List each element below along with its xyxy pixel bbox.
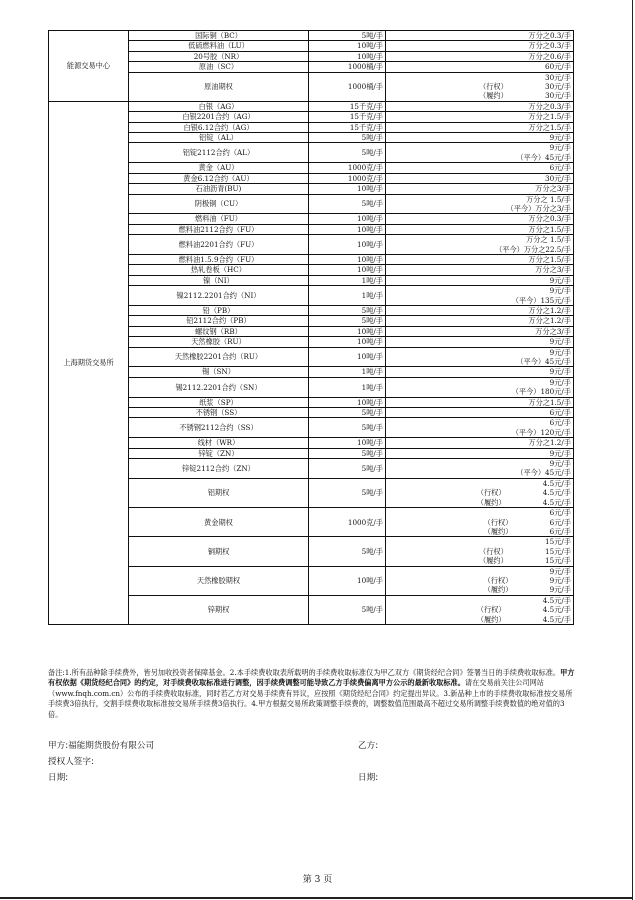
product-name: 铅（PB）: [129, 305, 309, 315]
product-name: 燃料油（FU）: [129, 214, 309, 224]
fee-line: [388, 357, 571, 366]
fee-value: 15元/手: [545, 537, 571, 547]
fee-value: 万分之1.5/手: [528, 224, 571, 234]
fee-cell: [386, 478, 574, 507]
product-name: 锌锭2112合约（ZN）: [129, 459, 309, 479]
fee-spacer: [523, 537, 545, 546]
fee-cell: [386, 326, 574, 336]
fee-value: 万分之1.2/手: [528, 438, 571, 448]
fee-line: [388, 123, 571, 132]
product-name: 原油期权: [129, 72, 309, 101]
fee-spacer: [523, 91, 545, 100]
trading-unit: 5吨/手: [309, 143, 386, 163]
fee-value: 15元/手: [545, 556, 571, 566]
fee-value: 6元/手: [549, 508, 571, 518]
fee-value: 6元/手: [549, 418, 571, 428]
fee-value: 9元/手: [549, 585, 571, 595]
fee-value: （平今）万分之22.5/手: [495, 244, 571, 254]
fee-value: 30元/手: [545, 72, 571, 82]
product-name: 黄金6.12合约（AU）: [129, 173, 309, 183]
fee-tag: （行权）: [479, 82, 508, 92]
fee-spacer: [523, 82, 545, 91]
fee-line: [388, 547, 571, 556]
product-name: 原油（SC）: [129, 62, 309, 72]
fee-value: 9元/手: [549, 566, 571, 576]
fee-value: 万分之1.5/手: [528, 112, 571, 122]
fee-line: [388, 556, 571, 565]
page-border-right: [632, 0, 633, 900]
fee-tag: （行权）: [476, 488, 506, 498]
fee-value: 4.5元/手: [542, 497, 571, 507]
fee-line: [388, 459, 571, 468]
fee-cell: [386, 275, 574, 285]
product-name: 黄金期权: [129, 508, 309, 537]
fee-value: 9元/手: [549, 286, 571, 296]
fee-line: [388, 567, 571, 576]
exchange-name: 能源交易中心: [49, 31, 129, 102]
product-name: 天然橡胶（RU）: [129, 337, 309, 347]
fee-line: [388, 527, 571, 536]
trading-unit: 1000桶/手: [309, 72, 386, 101]
fee-value: 万分之 1.5/手: [526, 194, 571, 204]
fee-value: 6元/手: [549, 408, 571, 418]
fee-tag: （履约）: [483, 526, 513, 536]
fee-value: 9元/手: [549, 575, 571, 585]
trading-unit: 15千克/手: [309, 112, 386, 122]
fee-value: 30元/手: [545, 82, 571, 92]
product-name: 铜期权: [129, 537, 309, 566]
product-name: 阴极铜（CU）: [129, 194, 309, 214]
fee-tag: [479, 537, 523, 546]
fee-cell: [386, 163, 574, 173]
fee-line: [388, 378, 571, 387]
product-name: 燃料油2201合约（FU）: [129, 235, 309, 255]
trading-unit: 10吨/手: [309, 566, 386, 595]
fee-cell: [386, 31, 574, 41]
trading-unit: 1000桶/手: [309, 62, 386, 72]
trading-unit: 1吨/手: [309, 275, 386, 285]
fee-line: [388, 488, 571, 497]
fee-spacer: [528, 518, 550, 527]
fee-tag: （履约）: [479, 556, 508, 566]
fee-cell: [386, 214, 574, 224]
fee-cell: [386, 377, 574, 397]
fee-tag: （行权）: [483, 575, 513, 585]
trading-unit: 5吨/手: [309, 408, 386, 418]
fee-line: [388, 163, 571, 172]
fee-spacer: [528, 567, 550, 576]
fee-cell: [386, 224, 574, 234]
fee-line: [388, 605, 571, 614]
fee-value: （平今）45元/手: [516, 152, 571, 162]
fee-cell: [386, 101, 574, 111]
fee-value: 万分之1.5/手: [528, 122, 571, 132]
fee-line: [388, 245, 571, 254]
fee-cell: [386, 41, 574, 51]
party-a-name: 福能期货股份有限公司: [68, 741, 155, 751]
trading-unit: 10吨/手: [309, 347, 386, 367]
fee-line: [388, 204, 571, 213]
fee-cell: [386, 305, 574, 315]
fee-line: [388, 438, 571, 447]
trading-unit: 1000克/手: [309, 173, 386, 183]
fee-cell: [386, 459, 574, 479]
trading-unit: 10吨/手: [309, 438, 386, 448]
product-name: 天然橡胶2201合约（RU）: [129, 347, 309, 367]
fee-tag: [484, 567, 528, 576]
fee-tag: [479, 73, 523, 82]
fee-value: 万分之0.3/手: [528, 214, 571, 224]
trading-unit: 10吨/手: [309, 41, 386, 51]
fee-cell: [386, 122, 574, 132]
fee-line: [388, 255, 571, 264]
trading-unit: 5吨/手: [309, 31, 386, 41]
fee-line: [388, 174, 571, 183]
fee-value: （平今）120元/手: [511, 427, 571, 437]
trading-unit: 15千克/手: [309, 101, 386, 111]
trading-unit: 10吨/手: [309, 184, 386, 194]
fee-line: [388, 296, 571, 305]
trading-unit: 5吨/手: [309, 316, 386, 326]
fee-cell: [386, 265, 574, 275]
party-a: [48, 739, 154, 751]
fee-value: 30元/手: [545, 91, 571, 101]
fee-line: [388, 498, 571, 507]
fee-line: [388, 52, 571, 61]
fee-tag: [477, 479, 521, 488]
fee-line: [388, 418, 571, 427]
trading-unit: 10吨/手: [309, 337, 386, 347]
fee-line: [388, 518, 571, 527]
fee-value: 万分之0.3/手: [528, 41, 571, 51]
fee-line: [388, 143, 571, 152]
product-name: 线材（WR）: [129, 438, 309, 448]
fee-line: [388, 235, 571, 244]
fee-cell: [386, 173, 574, 183]
fee-line: [388, 225, 571, 234]
fee-line: [388, 576, 571, 585]
fee-spacer: [528, 576, 550, 585]
product-name: 镍2112.2201合约（NI）: [129, 286, 309, 306]
fee-value: 万分之3/手: [535, 184, 571, 194]
fee-line: [388, 102, 571, 111]
fee-cell: [386, 367, 574, 377]
authorized-signature-label: 授权人签字:: [48, 757, 94, 767]
product-name: 白银2201合约（AG）: [129, 112, 309, 122]
fee-value: 9元/手: [549, 143, 571, 153]
fee-value: （平今）180元/手: [511, 387, 571, 397]
product-name: 燃料油2112合约（FU）: [129, 224, 309, 234]
fee-cell: [386, 397, 574, 407]
trading-unit: 5吨/手: [309, 478, 386, 507]
trading-unit: 10吨/手: [309, 235, 386, 255]
trading-unit: 5吨/手: [309, 194, 386, 214]
product-name: 白银（AG）: [129, 101, 309, 111]
fee-value: 9元/手: [549, 337, 571, 347]
trading-unit: 1000克/手: [309, 163, 386, 173]
fee-value: 6元/手: [549, 517, 571, 527]
date-label-party-b: 日期:: [358, 773, 379, 783]
product-name: 铝锭（AL）: [129, 133, 309, 143]
fee-tag: [477, 596, 521, 605]
fee-tag: （履约）: [476, 497, 506, 507]
fee-cell: [386, 537, 574, 566]
product-name: 锌期权: [129, 595, 309, 624]
fee-line: [388, 327, 571, 336]
product-name: 螺纹钢（RB）: [129, 326, 309, 336]
fee-line: [388, 62, 571, 71]
fee-value: 15元/手: [545, 546, 571, 556]
fee-cell: [386, 184, 574, 194]
fee-value: 4.5元/手: [542, 605, 571, 615]
fee-value: 万分之0.3/手: [528, 31, 571, 40]
date-label-party-a: 日期:: [48, 773, 69, 783]
fee-line: [388, 449, 571, 458]
fee-line: [388, 537, 571, 546]
fee-table: [48, 30, 574, 625]
fee-spacer: [528, 527, 550, 536]
fee-line: [388, 265, 571, 274]
notes-text-2: 请在交易前关注公司网站（www.fnqh.com.cn）公布的手续费收取标准，同时若乙方对交易手续费有异议，应按照《期货经纪合同》约定提出异议。3.新品种上市的手续费收取标准按交易所手续费3倍执行，交割手续费收取标准按交易所手续费3倍执行。4.甲方根据交易所政策调整手续费的，调整数值范围最高不超过交易所调整手续费数值的绝对值的3倍。: [48, 678, 573, 719]
fee-value: 万分之 1.5/手: [526, 235, 571, 245]
fee-value: 万分之3/手: [535, 265, 571, 275]
fee-cell: [386, 316, 574, 326]
fee-cell: [386, 133, 574, 143]
fee-line: [388, 398, 571, 407]
trading-unit: 1000克/手: [309, 508, 386, 537]
party-b-label: 乙方:: [358, 741, 379, 751]
fee-cell: [386, 254, 574, 264]
product-name: 镍（NI）: [129, 275, 309, 285]
fee-value: 万分之1.2/手: [528, 316, 571, 326]
product-name: 锡（SN）: [129, 367, 309, 377]
trading-unit: 10吨/手: [309, 214, 386, 224]
trading-unit: 10吨/手: [309, 326, 386, 336]
product-name: 铅2112合约（PB）: [129, 316, 309, 326]
trading-unit: 5吨/手: [309, 537, 386, 566]
party-a-label: 甲方:: [48, 741, 69, 751]
trading-unit: 5吨/手: [309, 418, 386, 438]
product-name: 国际铜（BC）: [129, 31, 309, 41]
fee-spacer: [521, 488, 543, 497]
fee-cell: [386, 143, 574, 163]
fee-value: 9元/手: [549, 448, 571, 458]
notes: [48, 668, 576, 720]
fee-tag: （履约）: [479, 91, 508, 101]
product-name: 铝期权: [129, 478, 309, 507]
fee-value: 万分之0.3/手: [528, 101, 571, 111]
fee-value: 9元/手: [549, 133, 571, 143]
fee-line: [388, 31, 571, 40]
fee-line: [388, 153, 571, 162]
fee-line: [388, 73, 571, 82]
fee-tag: [484, 508, 528, 517]
product-name: 锌锭（ZN）: [129, 448, 309, 458]
trading-unit: 5吨/手: [309, 595, 386, 624]
fee-line: [388, 367, 571, 376]
fee-value: 4.5元/手: [542, 488, 571, 498]
fee-spacer: [521, 498, 543, 507]
fee-row: [49, 101, 574, 111]
fee-spacer: [528, 508, 550, 517]
product-name: 铝锭2112合约（AL）: [129, 143, 309, 163]
fee-spacer: [523, 547, 545, 556]
fee-value: 9元/手: [549, 377, 571, 387]
product-name: 热轧卷板（HC）: [129, 265, 309, 275]
trading-unit: 1吨/手: [309, 367, 386, 377]
fee-cell: [386, 418, 574, 438]
product-name: 20号胶（NR）: [129, 51, 309, 61]
fee-line: [388, 348, 571, 357]
fee-line: [388, 615, 571, 624]
fee-row: [49, 31, 574, 41]
fee-line: [388, 41, 571, 50]
fee-line: [388, 585, 571, 594]
page-border-bottom: [0, 897, 633, 899]
fee-line: [388, 112, 571, 121]
fee-line: [388, 91, 571, 100]
trading-unit: 10吨/手: [309, 224, 386, 234]
fee-value: （平今）45元/手: [516, 468, 571, 478]
product-name: 低硫燃料油（LU）: [129, 41, 309, 51]
fee-spacer: [523, 73, 545, 82]
trading-unit: 10吨/手: [309, 397, 386, 407]
fee-line: [388, 133, 571, 142]
fee-line: [388, 276, 571, 285]
fee-cell: [386, 72, 574, 101]
fee-line: [388, 408, 571, 417]
fee-value: 6元/手: [549, 163, 571, 173]
fee-line: [388, 214, 571, 223]
fee-cell: [386, 438, 574, 448]
fee-cell: [386, 235, 574, 255]
fee-line: [388, 82, 571, 91]
trading-unit: 15千克/手: [309, 122, 386, 132]
fee-tag: （行权）: [476, 605, 506, 615]
trading-unit: 5吨/手: [309, 459, 386, 479]
fee-table-body: [49, 31, 574, 625]
fee-value: 万分之1.5/手: [528, 254, 571, 264]
fee-cell: [386, 347, 574, 367]
fee-cell: [386, 194, 574, 214]
fee-spacer: [523, 556, 545, 565]
fee-value: 万分之1.5/手: [528, 397, 571, 407]
fee-cell: [386, 408, 574, 418]
fee-line: [388, 387, 571, 396]
fee-line: [388, 428, 571, 437]
trading-unit: 10吨/手: [309, 254, 386, 264]
fee-value: 4.5元/手: [542, 614, 571, 624]
fee-spacer: [521, 479, 543, 488]
fee-value: （平今）135元/手: [511, 295, 571, 305]
fee-value: 9元/手: [549, 275, 571, 285]
product-name: 白银6.12合约（AG）: [129, 122, 309, 132]
fee-tag: （履约）: [483, 585, 513, 595]
fee-line: [388, 286, 571, 295]
fee-tag: （行权）: [479, 546, 508, 556]
fee-value: （平今）万分之3/手: [506, 203, 571, 213]
product-name: 燃料油1.5.9合约（FU）: [129, 254, 309, 264]
notes-bold-text: 甲方有权依据《期货经纪合同》的约定，对手续费收取标准进行调整，因手续费调整可能导致乙方手续费偏离甲方公示的最新收取标准。: [48, 668, 575, 688]
fee-line: [388, 596, 571, 605]
trading-unit: 10吨/手: [309, 51, 386, 61]
product-name: 不锈钢（SS）: [129, 408, 309, 418]
fee-cell: [386, 595, 574, 624]
fee-spacer: [521, 596, 543, 605]
trading-unit: 5吨/手: [309, 133, 386, 143]
fee-value: 9元/手: [549, 347, 571, 357]
fee-cell: [386, 566, 574, 595]
fee-tag: （履约）: [476, 614, 506, 624]
trading-unit: 1吨/手: [309, 286, 386, 306]
fee-line: [388, 184, 571, 193]
fee-value: 万分之1.2/手: [528, 305, 571, 315]
fee-value: 4.5元/手: [542, 478, 571, 488]
fee-cell: [386, 51, 574, 61]
fee-value: 9元/手: [549, 459, 571, 469]
fee-line: [388, 195, 571, 204]
trading-unit: 5吨/手: [309, 448, 386, 458]
fee-line: [388, 316, 571, 325]
fee-cell: [386, 448, 574, 458]
product-name: 纸浆（SP）: [129, 397, 309, 407]
product-name: 石油沥青(BU): [129, 184, 309, 194]
fee-value: 30元/手: [545, 173, 571, 183]
fee-value: 60元/手: [545, 62, 571, 72]
page-number: 第 3 页: [302, 875, 333, 885]
fee-value: 万分之0.6/手: [528, 51, 571, 61]
product-name: 天然橡胶期权: [129, 566, 309, 595]
exchange-name: 上海期货交易所: [49, 101, 129, 624]
fee-cell: [386, 112, 574, 122]
trading-unit: 10吨/手: [309, 265, 386, 275]
trading-unit: 5吨/手: [309, 305, 386, 315]
fee-value: 9元/手: [549, 367, 571, 377]
fee-spacer: [521, 615, 543, 624]
fee-value: 4.5元/手: [542, 595, 571, 605]
fee-line: [388, 479, 571, 488]
fee-spacer: [521, 605, 543, 614]
fee-tag: （行权）: [483, 517, 513, 527]
fee-cell: [386, 286, 574, 306]
fee-line: [388, 337, 571, 346]
notes-text-1: 备注:1.所有品种除手续费外，皆另加收投资者保障基金。2.本手续费收取表所载明的手续费收取标准仅为甲乙双方《期货经纪合同》签署当日的手续费收取标准。: [48, 668, 561, 677]
fee-spacer: [528, 585, 550, 594]
fee-value: 万分之3/手: [535, 326, 571, 336]
fee-cell: [386, 508, 574, 537]
product-name: 黄金（AU）: [129, 163, 309, 173]
fee-cell: [386, 62, 574, 72]
fee-value: （平今）45元/手: [516, 357, 571, 366]
fee-value: 6元/手: [549, 526, 571, 536]
fee-line: [388, 508, 571, 517]
fee-line: [388, 468, 571, 477]
fee-line: [388, 306, 571, 315]
trading-unit: 1吨/手: [309, 377, 386, 397]
product-name: 不锈钢2112合约（SS）: [129, 418, 309, 438]
product-name: 锡2112.2201合约（SN）: [129, 377, 309, 397]
fee-cell: [386, 337, 574, 347]
